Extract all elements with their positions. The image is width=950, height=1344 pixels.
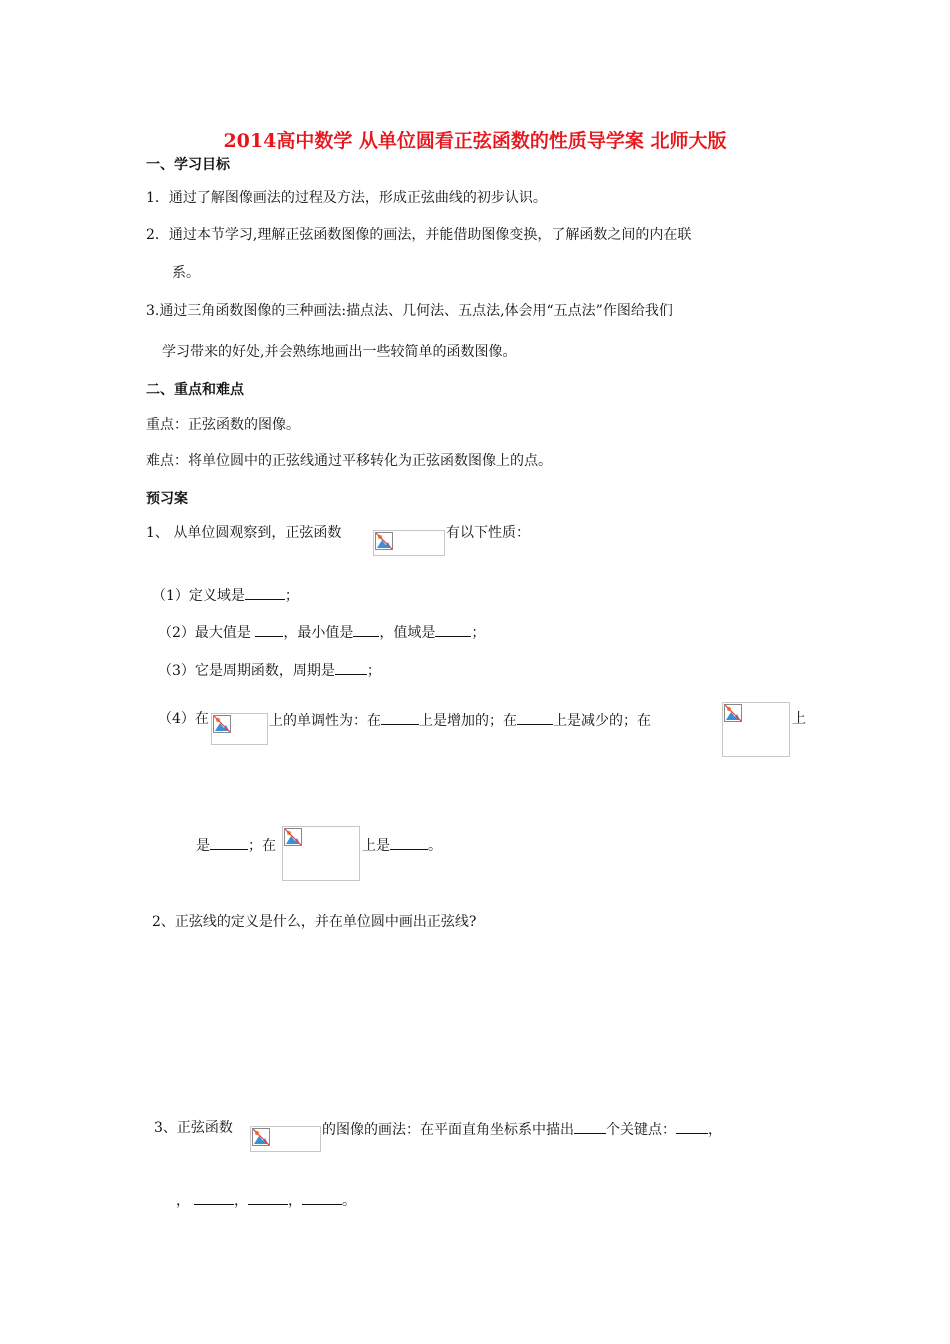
property-2: （2）最大值是 ，最小值是 ，值域是 ；: [158, 622, 485, 642]
broken-image-icon: [252, 1128, 270, 1146]
section-heading-key-points: 二、重点和难点: [146, 382, 244, 398]
property-4-a: （4）在: [158, 711, 209, 727]
answer-blank-min[interactable]: [353, 622, 379, 637]
question-3-text-a: 3、正弦函数: [154, 1120, 233, 1136]
question-3-text-b: 的图像的画法：在平面直角坐标系中描出 个关键点： ，: [322, 1119, 722, 1139]
property-4-f: 是 ；在: [196, 835, 276, 855]
question-1-text-b: 有以下性质：: [446, 525, 530, 541]
answer-blank[interactable]: [245, 585, 285, 600]
answer-blank-point-3[interactable]: [248, 1190, 288, 1205]
question-2: 2、正弦线的定义是什么，并在单位圆中画出正弦线?: [152, 914, 477, 930]
formula-image: [722, 702, 790, 757]
answer-blank-count[interactable]: [574, 1119, 606, 1134]
section-heading-preview: 预习案: [146, 491, 188, 507]
answer-blank-range[interactable]: [435, 622, 471, 637]
answer-blank-dec[interactable]: [517, 710, 553, 725]
property-4-h: 上是 。: [362, 835, 442, 855]
broken-image-icon: [724, 704, 742, 722]
goal-item-2-cont: 系。: [172, 265, 200, 281]
goal-item-3-cont: 学习带来的好处,并会熟练地画出一些较简单的函数图像。: [162, 344, 517, 360]
formula-image: [250, 1126, 321, 1152]
section-heading-goals: 一、学习目标: [146, 157, 230, 173]
question-3-points: ， ， ， 。: [176, 1190, 356, 1210]
answer-blank-point-2[interactable]: [194, 1190, 234, 1205]
property-3: （3）它是周期函数，周期是 ；: [158, 660, 381, 680]
question-1-text-a: 1、 从单位圆观察到，正弦函数: [146, 525, 342, 541]
formula-image: [282, 826, 360, 881]
answer-blank-interval-2[interactable]: [390, 835, 428, 850]
broken-image-icon: [375, 532, 393, 550]
answer-blank-inc[interactable]: [381, 710, 419, 725]
property-4-e: 上: [792, 711, 806, 727]
answer-blank-interval-1[interactable]: [210, 835, 248, 850]
page-title: 2014高中数学 从单位圆看正弦函数的性质导学案 北师大版: [223, 130, 727, 152]
goal-item-2: 2．通过本节学习,理解正弦函数图像的画法，并能借助图像变换，了解函数之间的内在联: [146, 227, 692, 243]
answer-blank-point-1[interactable]: [676, 1119, 708, 1134]
answer-blank-point-4[interactable]: [302, 1190, 342, 1205]
formula-image: [373, 530, 445, 556]
difficult-point: 难点：将单位圆中的正弦线通过平移转化为正弦函数图像上的点。: [146, 453, 552, 469]
property-1: （1）定义域是 ；: [152, 585, 299, 605]
answer-blank-max[interactable]: [255, 622, 283, 637]
property-4-b: 上的单调性为：在 上是增加的；在 上是减少的；在: [269, 710, 651, 730]
goal-item-1: 1．通过了解图像画法的过程及方法，形成正弦曲线的初步认识。: [146, 190, 547, 206]
broken-image-icon: [213, 715, 231, 733]
answer-blank-period[interactable]: [335, 660, 367, 675]
formula-image: [211, 713, 268, 745]
key-point: 重点：正弦函数的图像。: [146, 417, 300, 433]
goal-item-3: 3.通过三角函数图像的三种画法:描点法、几何法、五点法,体会用“五点法”作图给我们: [146, 303, 673, 319]
broken-image-icon: [284, 828, 302, 846]
